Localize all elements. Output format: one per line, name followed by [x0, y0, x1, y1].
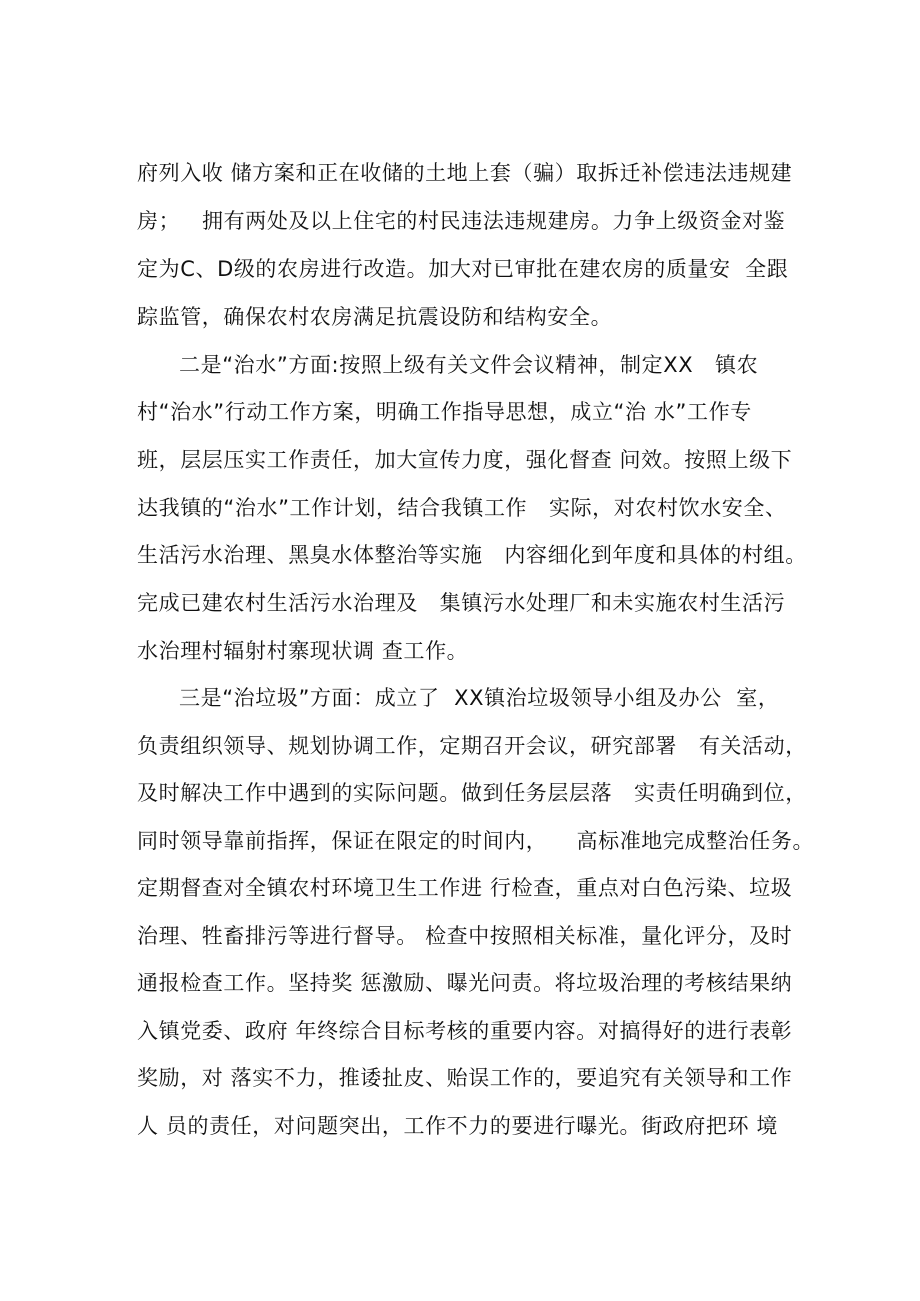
text-line-10: 完成已建农村生活污水治理及 集镇污水处理厂和未实施农村生活污 [137, 591, 786, 615]
text-line-14: 及时解决工作中遇到的实际问题。做到任务层层落 实责任明确到位， [137, 781, 807, 805]
text-line-11: 水治理村辐射村寨现状调 查工作。 [137, 639, 469, 663]
text-line-5: 二是“治水”方面:按照上级有关文件会议精神，制定XX 镇农 [179, 353, 759, 377]
text-line-13: 负责组织领导、规划协调工作，定期召开会议，研究部署 有关活动， [137, 734, 807, 758]
text-line-16: 定期督查对全镇农村环境卫生工作进 行检查，重点对白色污染、垃圾 [137, 876, 793, 900]
text-line-21: 人 员的责任，对问题突出，工作不力的要进行曝光。街政府把环 境 [137, 1114, 778, 1138]
text-line-7: 班，层层压实工作责任，加大宣传力度，强化督查 问效。按照上级下 [137, 448, 793, 472]
text-line-6: 村“治水”行动工作方案，明确工作指导思想，成立“治 水”工作专 [137, 400, 752, 424]
text-line-19: 入镇党委、政府 年终综合目标考核的重要内容。对搞得好的进行表彰 [137, 1019, 793, 1043]
text-line-9: 生活污水治理、黑臭水体整治等实施 内容细化到年度和具体的村组。 [137, 543, 807, 567]
text-line-1: 府列入收 储方案和正在收储的土地上套（骗）取拆迁补偿违法违规建 [137, 161, 793, 185]
text-line-2: 房； 拥有两处及以上住宅的村民违法违规建房。力争上级资金对鉴 [137, 209, 786, 233]
text-line-17: 治理、牲畜排污等进行督导。 检查中按照相关标准，量化评分，及时 [137, 924, 793, 948]
text-line-12: 三是“治垃圾”方面：成立了 XX镇治垃圾领导小组及办公 室， [179, 686, 780, 710]
text-line-18: 通报检查工作。坚持奖 惩激励、曝光问责。将垃圾治理的考核结果纳 [137, 971, 793, 995]
text-line-4: 踪监管，确保农村农房满足抗震设防和结构安全。 [137, 305, 613, 329]
text-line-15: 同时领导靠前指挥，保证在限定的时间内， 高标准地完成整治任务。 [137, 829, 815, 853]
text-line-3: 定为C、D级的农房进行改造。加大对已审批在建农房的质量安 全跟 [137, 257, 789, 281]
text-line-8: 达我镇的“治水”工作计划，结合我镇工作 实际，对农村饮水安全、 [137, 496, 787, 520]
text-line-20: 奖励，对 落实不力，推诿扯皮、贻误工作的，要追究有关领导和工作 [137, 1066, 793, 1090]
